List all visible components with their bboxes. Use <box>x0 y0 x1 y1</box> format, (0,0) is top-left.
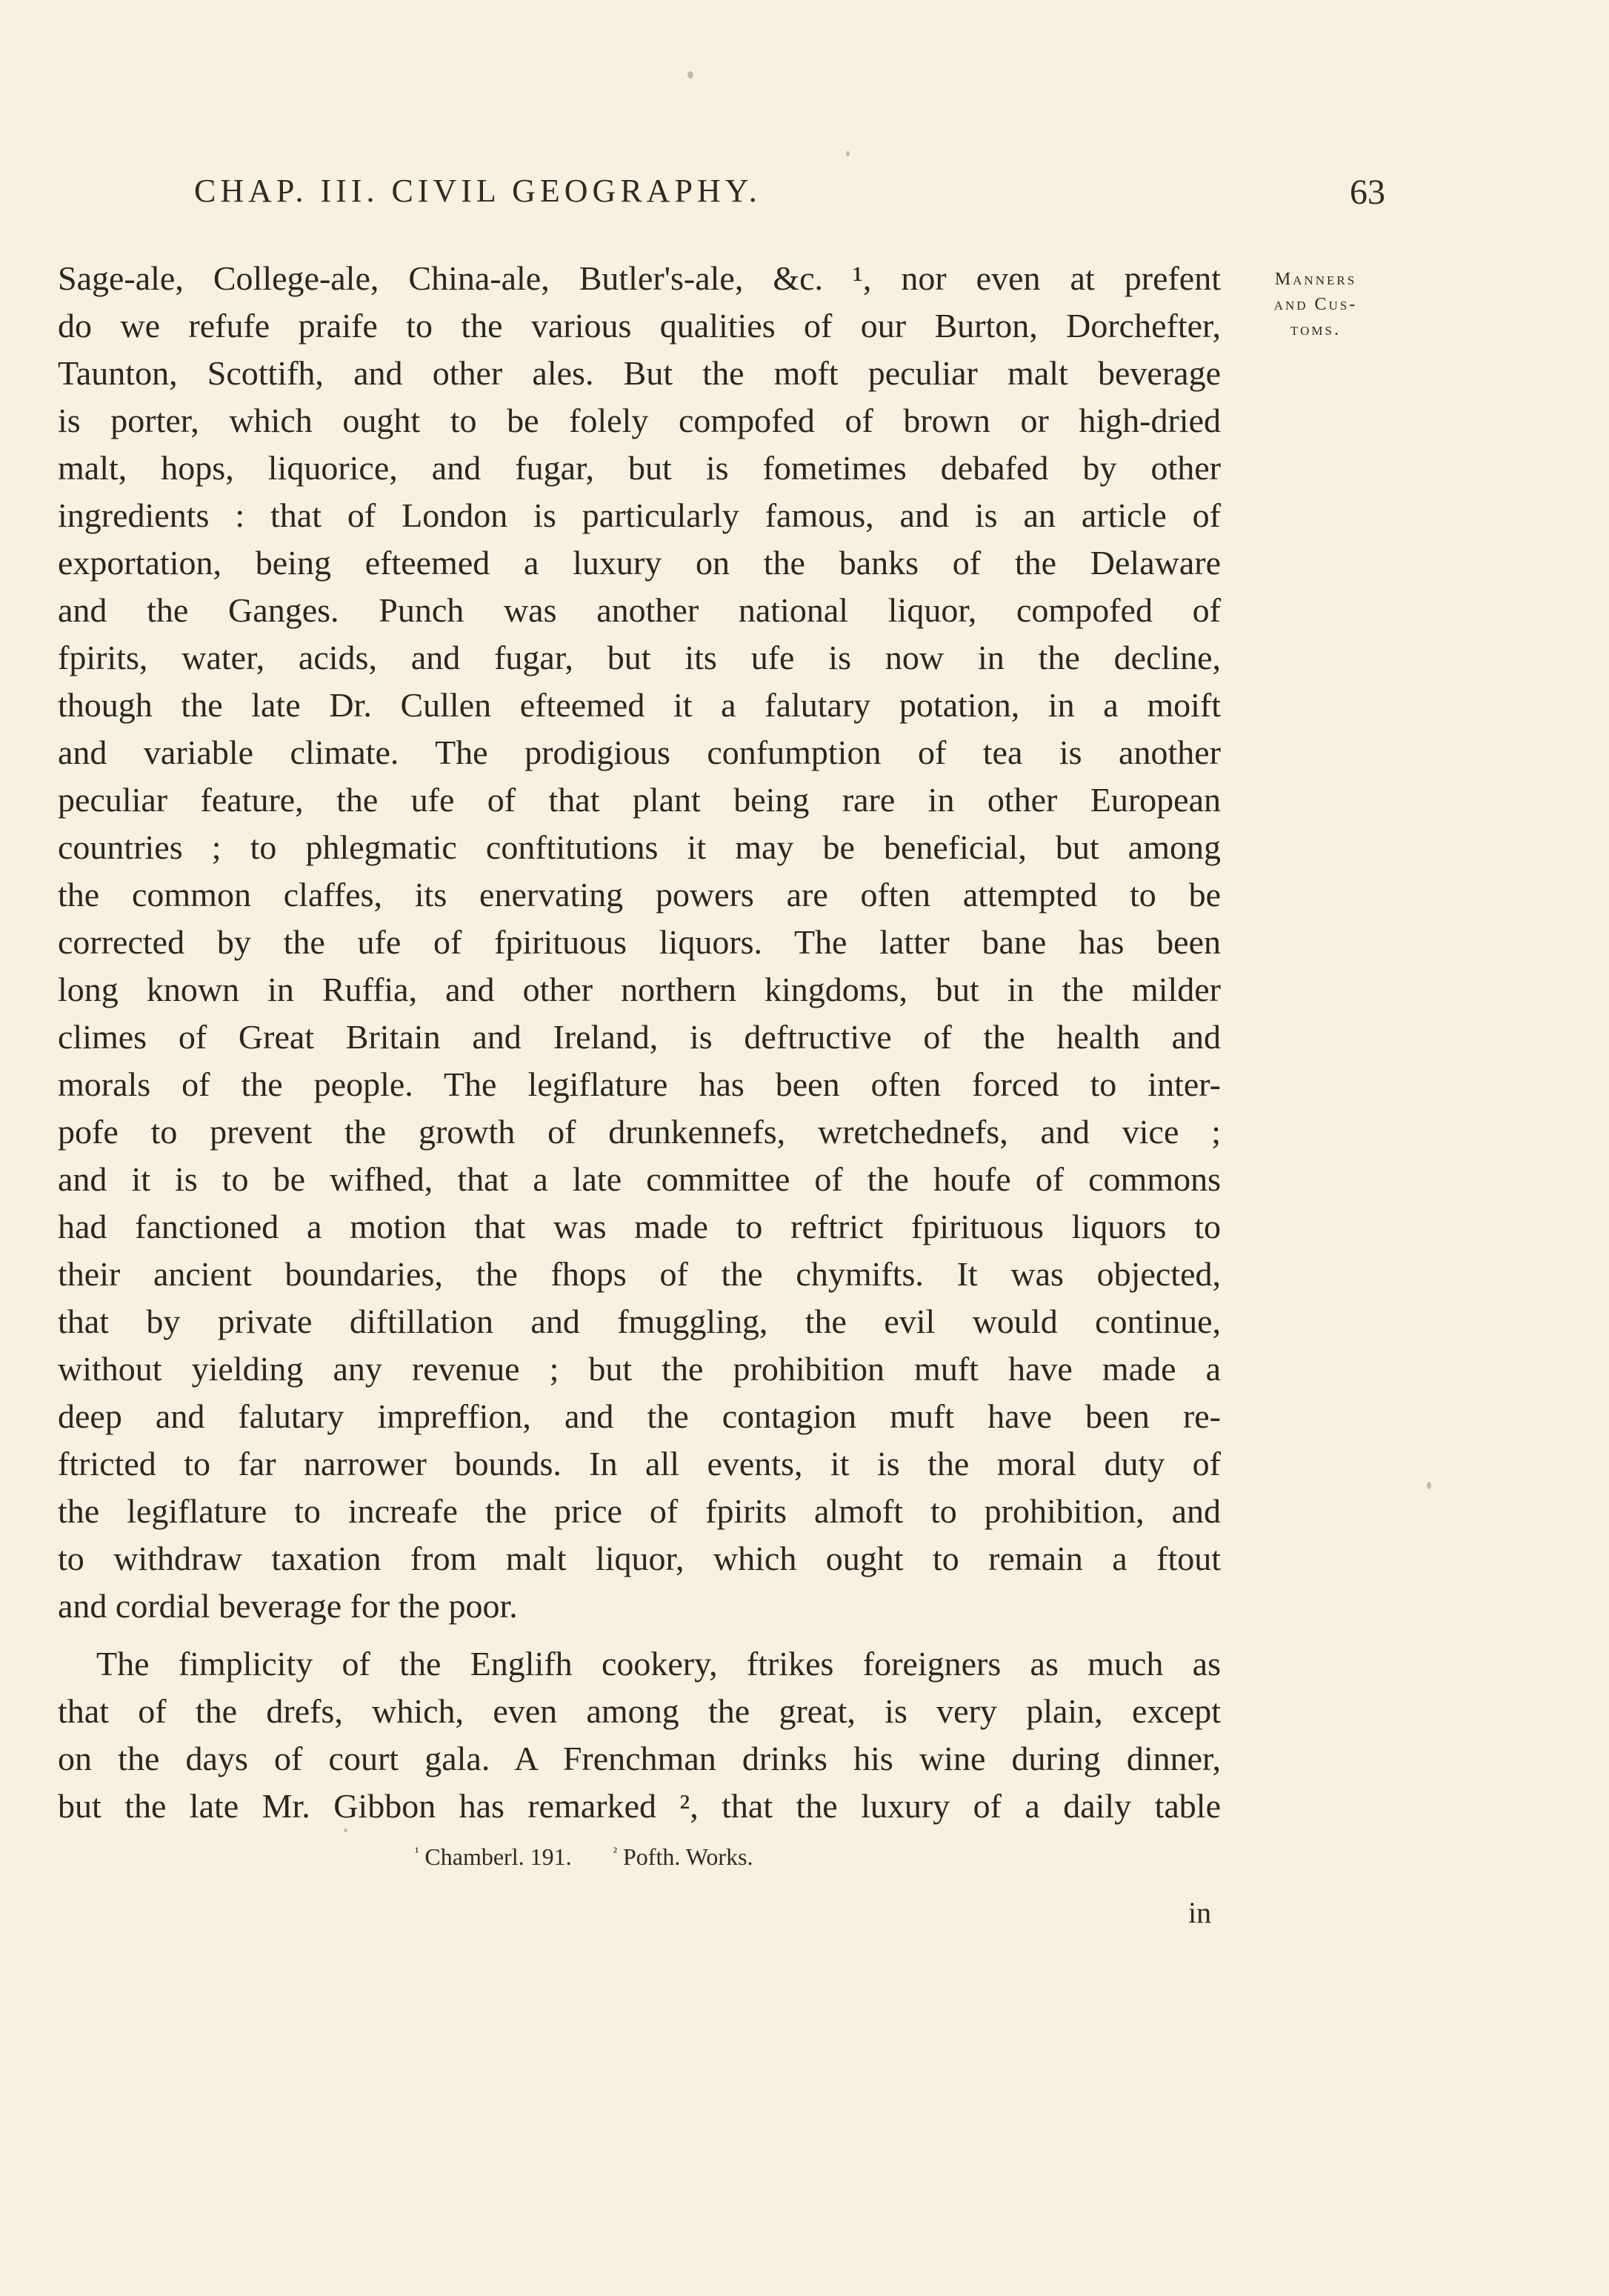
text-line: had fanctioned a motion that was made to reftrict fpirituous liquors to <box>58 1208 1221 1245</box>
text-line: fpirits, water, acids, and fugar, but its ufe is now in the decline, <box>58 639 1221 676</box>
text-line: The fimplicity of the Englifh cookery, ftrikes foreigners as much as <box>96 1645 1221 1683</box>
paper-speck <box>344 1829 347 1832</box>
text-line: do we refufe praife to the various qualities of our Burton, Dorchefter, <box>58 307 1221 345</box>
paragraph-1 <box>58 255 1221 1630</box>
text-line: without yielding any revenue ; but the prohibition muft have made a <box>58 1350 1221 1388</box>
footnote <box>415 1843 572 1870</box>
text-line: though the late Dr. Cullen efteemed it a falutary potation, in a moift <box>58 686 1221 724</box>
paper-speck <box>1427 1482 1431 1489</box>
text-line: corrected by the ufe of fpirituous liquors. The latter bane has been <box>58 923 1221 961</box>
catchword: in <box>1188 1896 1212 1929</box>
text-line: is porter, which ought to be folely compofed of brown or high-dried <box>58 402 1221 439</box>
footnote-text: Chamberl. 191. <box>424 1843 572 1870</box>
text-line: and cordial beverage for the poor. <box>58 1587 518 1625</box>
text-line: ingredients : that of London is particularly famous, and is an article of <box>58 496 1221 534</box>
text-line: deep and falutary impreffion, and the contagion muft have been re- <box>58 1397 1221 1435</box>
marginal-note-line: Manners <box>1274 270 1357 289</box>
footnote-text: Pofth. Works. <box>623 1843 753 1870</box>
running-head: CHAP. III. CIVIL GEOGRAPHY. <box>194 173 762 209</box>
text-line: ftricted to far narrower bounds. In all events, it is the moral duty of <box>58 1445 1221 1483</box>
text-line: to withdraw taxation from malt liquor, which ought to remain a ftout <box>58 1540 1221 1577</box>
footnote <box>613 1843 753 1870</box>
marginal-note <box>1242 267 1390 342</box>
text-line: peculiar feature, the ufe of that plant being rare in other European <box>58 781 1221 819</box>
paragraph-gap <box>58 1630 1221 1640</box>
text-line: and variable climate. The prodigious confumption of tea is another <box>58 733 1221 771</box>
text-line: climes of Great Britain and Ireland, is deftructive of the health and <box>58 1018 1221 1056</box>
text-line: that of the drefs, which, even among the great, is very plain, except <box>58 1692 1221 1730</box>
text-line: that by private diftillation and fmuggling, the evil would continue, <box>58 1302 1221 1340</box>
text-line: Taunton, Scottifh, and other ales. But the moft peculiar malt beverage <box>58 354 1221 392</box>
paper-speck <box>687 71 693 79</box>
text-line: Sage-ale, College-ale, China-ale, Butler's-ale, &c. ¹, nor even at prefent <box>58 259 1221 297</box>
marginal-note-line: toms. <box>1290 320 1341 339</box>
text-line: morals of the people. The legiflature has been often forced to inter- <box>58 1065 1221 1103</box>
text-line: the common claffes, its enervating powers are often attempted to be <box>58 876 1221 914</box>
text-line: pofe to prevent the growth of drunkennefs, wretchednefs, and vice ; <box>58 1113 1221 1151</box>
text-line: but the late Mr. Gibbon has remarked ², that the luxury of a daily table <box>58 1787 1221 1825</box>
text-line: on the days of court gala. A Frenchman drinks his wine during dinner, <box>58 1740 1221 1777</box>
text-line: countries ; to phlegmatic conftitutions it may be beneficial, but among <box>58 828 1221 866</box>
text-line: their ancient boundaries, the fhops of the chymifts. It was objected, <box>58 1255 1221 1293</box>
marginal-note-line: and Cus- <box>1273 295 1358 314</box>
footnote-marker: ² <box>613 1844 617 1860</box>
text-line: and it is to be wifhed, that a late committee of the houfe of commons <box>58 1160 1221 1198</box>
text-line: and the Ganges. Punch was another national liquor, compofed of <box>58 591 1221 629</box>
paragraph-2 <box>58 1640 1221 1830</box>
footnotes <box>415 1843 1082 1871</box>
text-line: long known in Ruffia, and other northern kingdoms, but in the milder <box>58 971 1221 1008</box>
text-line: malt, hops, liquorice, and fugar, but is fometimes debafed by other <box>58 449 1221 487</box>
text-line: exportation, being efteemed a luxury on the banks of the Delaware <box>58 544 1221 582</box>
text-line: the legiflature to increafe the price of fpirits almoft to prohibition, and <box>58 1492 1221 1530</box>
footnote-marker: ¹ <box>415 1844 419 1860</box>
body-text <box>58 255 1221 1830</box>
page-number: 63 <box>1350 173 1385 212</box>
paper-speck <box>846 151 850 156</box>
